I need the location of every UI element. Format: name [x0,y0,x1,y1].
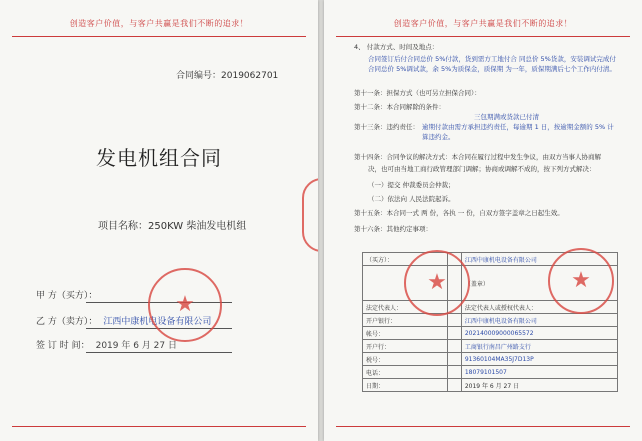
paging-seal-stamp [302,178,318,252]
sig-left-cell [448,314,462,327]
sig-right-cell: 18079101507 [461,366,617,379]
sig-label: 税号： [363,353,448,366]
footer-rule [12,426,306,427]
sig-label: 法定代表人： [363,301,448,314]
footer-rule [336,426,630,427]
clause-11-guarantee: 第十一条：担保方式（也可另立担保合同）： [354,89,481,97]
sig-right-cell: 江西中康机电设备有限公司 [461,253,617,266]
liability-terms-text: 逾期付款由需方承担违约责任，每逾期 1 日，按逾期金额的 5% 计算违约金。 [422,123,614,141]
sig-label: 电话： [363,366,448,379]
table-row [363,366,618,379]
sig-label: 开户银行： [363,314,448,327]
document-title: 发电机组合同 [96,146,222,170]
clause-14-disputes: 第十四条：合同争议的解决方式：本合同在履行过程中发生争议，由双方当事人协商解 [354,153,601,161]
clause-12-termination: 第十二条：本合同解除的条件： [354,103,445,111]
dispute-option-court: （二）依法向 人民法院起诉。 [368,195,455,203]
termination-condition-text: 三包期满或货款已付清 [474,113,539,121]
dispute-option-arbitration: （一）提交 仲裁委员会仲裁； [368,181,455,189]
sig-right-cell: 202140009000065572 [461,327,617,340]
table-row [363,340,618,353]
party-b-label: 乙 方（卖方）： [36,317,98,327]
page-header-slogan: 创造客户价值，与客户共赢是我们不断的追求！ [69,19,249,28]
seal-star-icon: ★ [175,292,195,317]
sig-right-cell: 2019 年 6 月 27 日 [461,379,617,392]
clause-16-other: 第十六条：其他约定事项： [354,225,432,233]
sig-right-cell: （盖章） [461,266,617,301]
contract-signature-page [324,0,642,441]
sign-date-label: 签 订 时 间： [36,341,90,351]
sig-right-cell: 法定代表人或授权代表人： [461,301,617,314]
termination-condition [474,112,539,121]
seal-star-icon: ★ [427,270,447,295]
project-name-value: 250KW 柴油发电机组 [148,221,247,232]
sig-right-cell: 工商银行南昌广州路支行 [461,340,617,353]
sign-date-value: 2019 年 6 月 27 日 [95,341,177,351]
header-rule [12,36,306,37]
clause-payment-heading: 4、 付款方式、时间及地点： [354,43,439,51]
party-b-value: 江西中康机电设备有限公司 [103,317,212,327]
contract-cover-page [0,0,318,441]
clause-15-copies: 第十五条：本合同一式 两 份，各执 一 份，自双方签字盖章之日起生效。 [354,209,564,217]
payment-terms-text: 合同签订后付合同总价 5%付款，货到需方工地付合 同总价 5%货款，安装调试完成付合同总价 5%调试款，余 5%为质保金，质保期 为一年，质保期满后七个工作内付清。 [368,55,616,73]
contract-number [176,68,278,81]
sig-left-cell [448,340,462,353]
company-seal-stamp [148,268,222,342]
sig-left-cell [448,366,462,379]
company-seal-stamp [548,248,614,314]
contract-number-value: 2019062701 [221,71,279,81]
sign-date-underline [86,352,232,353]
table-row [363,327,618,340]
table-row [363,379,618,392]
sig-label: 开户行： [363,340,448,353]
header-rule [336,36,630,37]
sig-label: （买方）： [363,253,448,266]
sig-left-cell [448,327,462,340]
page-header-slogan: 创造客户价值，与客户共赢是我们不断的追求！ [393,19,573,28]
table-row [363,353,618,366]
project-name-label: 项目名称： [98,221,148,232]
liability-terms [422,122,618,142]
contract-number-label: 合同编号： [176,71,222,81]
sig-right-cell: 江西中康机电设备有限公司 [461,314,617,327]
sig-left-cell [448,353,462,366]
party-a-label: 甲 方（买方）： [36,291,98,301]
sig-right-cell: 91360104MA35J7D13P [461,353,617,366]
clause-payment-terms [368,54,618,74]
party-a-row [36,288,103,301]
table-row [363,314,618,327]
sign-date-row [36,338,177,351]
clause-14-continued: 决，也可由当地工商行政管理部门调解；协商或调解不成的，按下列方式解决： [368,165,596,173]
project-name [98,217,246,232]
sig-label: 帐号： [363,327,448,340]
clause-13-liability: 第十三条：违约责任： [354,123,419,131]
seal-star-icon: ★ [571,268,591,293]
sig-label: 日期： [363,379,448,392]
sig-left-cell [448,379,462,392]
company-seal-stamp [404,250,470,316]
